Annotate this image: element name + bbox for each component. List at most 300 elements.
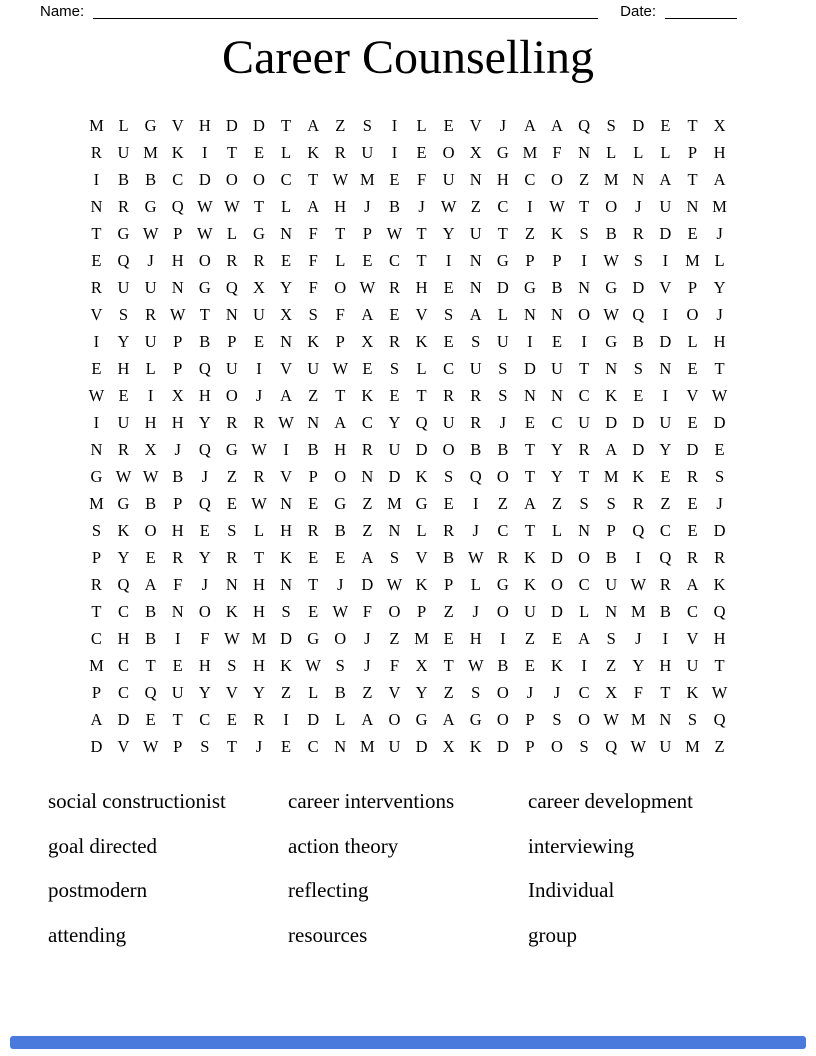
grid-cell: B <box>172 466 184 486</box>
grid-cell: G <box>605 331 618 351</box>
grid-cell: P <box>552 250 562 270</box>
grid-cell: E <box>551 628 563 648</box>
grid-row <box>83 706 733 733</box>
grid-cell: R <box>226 250 238 270</box>
grid-cell: O <box>334 466 347 486</box>
grid-cell: S <box>362 115 372 135</box>
grid-cell: L <box>416 115 427 135</box>
grid-cell: G <box>469 709 482 729</box>
grid-cell: W <box>142 223 159 243</box>
grid-cell: T <box>335 385 346 405</box>
grid-cell: I <box>283 439 289 459</box>
grid-cell: X <box>469 142 482 162</box>
grid-cell: S <box>91 520 102 540</box>
grid-cell: V <box>388 682 401 702</box>
word-list-item: resources <box>288 922 368 947</box>
grid-cell: A <box>307 115 320 135</box>
grid-cell: K <box>686 682 699 702</box>
grid-cell: M <box>603 169 619 189</box>
grid-cell: V <box>659 277 672 297</box>
grid-cell: B <box>605 547 617 567</box>
grid-cell: E <box>443 628 454 648</box>
grid-cell: M <box>414 628 429 648</box>
grid-cell: P <box>173 493 183 513</box>
grid-cell: D <box>551 547 563 567</box>
grid-cell: F <box>389 655 400 675</box>
date-label: Date: <box>620 3 656 20</box>
grid-cell: J <box>472 601 479 621</box>
grid-cell: U <box>144 331 157 351</box>
grid-cell: C <box>497 520 509 540</box>
grid-cell: P <box>91 547 102 567</box>
grid-cell: I <box>662 628 669 648</box>
grid-cell: X <box>280 304 293 324</box>
grid-cell: E <box>145 547 156 567</box>
grid-cell: O <box>388 601 401 621</box>
grid-cell: Z <box>226 466 237 486</box>
grid-cell: W <box>224 628 240 648</box>
grid-cell: D <box>307 709 320 729</box>
grid-cell: R <box>632 493 644 513</box>
grid-cell: E <box>660 115 671 135</box>
grid-cell: Y <box>442 223 455 243</box>
grid-cell: S <box>579 223 589 243</box>
grid-cell: E <box>714 439 725 459</box>
grid-cell: A <box>551 115 563 135</box>
grid-cell: W <box>278 412 294 432</box>
grid-cell: L <box>497 304 508 324</box>
grid-cell: U <box>469 358 482 378</box>
grid-cell: R <box>470 412 482 432</box>
grid-cell: I <box>93 169 100 189</box>
grid-cell: O <box>334 628 347 648</box>
grid-row <box>83 679 733 706</box>
grid-cell: O <box>144 520 157 540</box>
grid-cell: R <box>90 574 102 594</box>
grid-cell: J <box>716 304 723 324</box>
grid-cell: W <box>386 223 403 243</box>
grid-cell: N <box>225 574 238 594</box>
grid-cell: E <box>199 520 210 540</box>
grid-cell: H <box>171 520 184 540</box>
grid-cell: H <box>253 655 265 675</box>
grid-cell: E <box>389 385 400 405</box>
grid-cell: L <box>145 358 156 378</box>
grid-cell: H <box>713 142 726 162</box>
grid-row <box>83 409 733 436</box>
grid-cell: M <box>387 493 402 513</box>
grid-cell: Y <box>280 277 293 297</box>
grid-cell: S <box>552 709 562 729</box>
word-list-item: group <box>528 922 577 947</box>
grid-cell: E <box>524 412 535 432</box>
grid-cell: K <box>117 520 130 540</box>
grid-cell: V <box>686 385 699 405</box>
grid-cell: Z <box>308 385 319 405</box>
grid-cell: Z <box>551 493 563 513</box>
grid-cell: N <box>659 709 672 729</box>
grid-cell: L <box>335 250 346 270</box>
grid-cell: S <box>444 304 454 324</box>
grid-cell: I <box>93 331 100 351</box>
grid-cell: C <box>280 169 292 189</box>
footer-accent-bar <box>10 1036 806 1049</box>
grid-cell: N <box>578 520 591 540</box>
grid-cell: N <box>280 574 293 594</box>
grid-cell: Z <box>714 736 725 756</box>
grid-cell: K <box>415 331 428 351</box>
grid-cell: I <box>581 331 587 351</box>
grid-cell: H <box>496 169 509 189</box>
grid-cell: M <box>522 142 538 162</box>
grid-cell: Q <box>144 682 157 702</box>
grid-cell: D <box>713 412 726 432</box>
grid-cell: E <box>281 250 292 270</box>
grid-cell: E <box>389 169 400 189</box>
grid-cell: O <box>442 439 455 459</box>
grid-cell: I <box>93 412 100 432</box>
grid-cell: A <box>523 115 536 135</box>
grid-cell: K <box>713 574 726 594</box>
grid-cell: U <box>388 736 401 756</box>
grid-cell: N <box>388 520 401 540</box>
grid-cell: R <box>307 520 319 540</box>
grid-cell: U <box>225 358 238 378</box>
grid-cell: G <box>496 574 509 594</box>
grid-cell: D <box>632 439 645 459</box>
grid-cell: J <box>364 655 371 675</box>
grid-cell: P <box>227 331 237 351</box>
grid-cell: B <box>118 169 130 189</box>
grid-cell: J <box>364 628 371 648</box>
grid-cell: S <box>498 385 508 405</box>
grid-cell: U <box>388 439 401 459</box>
grid-cell: U <box>442 412 455 432</box>
grid-cell: E <box>660 466 671 486</box>
grid-cell: G <box>415 493 428 513</box>
grid-cell: T <box>524 439 535 459</box>
grid-row <box>83 166 733 193</box>
grid-cell: F <box>335 304 345 324</box>
grid-cell: I <box>445 250 452 270</box>
grid-cell: N <box>280 223 293 243</box>
grid-cell: H <box>713 331 726 351</box>
grid-cell: K <box>523 574 536 594</box>
grid-cell: T <box>308 169 319 189</box>
grid-cell: K <box>225 601 238 621</box>
grid-cell: W <box>603 250 619 270</box>
grid-row <box>83 571 733 598</box>
word-list-item: career development <box>528 789 693 813</box>
grid-cell: H <box>253 574 265 594</box>
grid-cell: L <box>253 520 265 540</box>
grid-cell: Z <box>335 115 346 135</box>
grid-cell: L <box>687 331 698 351</box>
grid-cell: R <box>90 142 102 162</box>
grid-cell: W <box>142 736 159 756</box>
grid-cell: E <box>226 709 237 729</box>
grid-cell: T <box>416 223 427 243</box>
grid-cell: A <box>361 304 374 324</box>
grid-row <box>83 733 733 760</box>
grid-cell: D <box>388 466 401 486</box>
grid-cell: Q <box>117 250 130 270</box>
grid-cell: D <box>253 115 265 135</box>
grid-cell: Q <box>578 115 591 135</box>
grid-cell: D <box>361 574 374 594</box>
grid-row <box>83 382 733 409</box>
grid-cell: X <box>144 439 157 459</box>
grid-cell: J <box>337 574 344 594</box>
grid-cell: H <box>198 115 211 135</box>
grid-cell: C <box>551 412 563 432</box>
grid-cell: T <box>579 196 590 216</box>
grid-cell: M <box>143 142 158 162</box>
grid-cell: V <box>415 547 428 567</box>
grid-cell: J <box>716 223 723 243</box>
grid-cell: J <box>255 736 263 756</box>
grid-cell: V <box>686 628 699 648</box>
grid-cell: C <box>118 601 130 621</box>
grid-cell: N <box>578 277 591 297</box>
grid-cell: S <box>281 601 291 621</box>
grid-cell: R <box>470 385 482 405</box>
grid-cell: C <box>578 574 590 594</box>
grid-cell: N <box>225 304 238 324</box>
grid-cell: K <box>551 223 563 243</box>
grid-cell: A <box>361 547 374 567</box>
grid-cell: K <box>307 142 320 162</box>
grid-cell: A <box>334 412 347 432</box>
grid-cell: R <box>145 304 157 324</box>
word-list <box>48 779 786 957</box>
grid-cell: I <box>174 628 181 648</box>
grid-cell: L <box>281 196 292 216</box>
grid-cell: E <box>443 115 454 135</box>
grid-cell: E <box>91 358 102 378</box>
grid-cell: H <box>469 628 482 648</box>
grid-cell: U <box>659 412 672 432</box>
grid-cell: Q <box>198 493 211 513</box>
grid-cell: N <box>523 304 536 324</box>
grid-cell: N <box>90 439 103 459</box>
grid-cell: C <box>388 250 400 270</box>
grid-cell: I <box>581 655 587 675</box>
grid-cell: E <box>362 250 373 270</box>
grid-cell: R <box>659 574 671 594</box>
grid-cell: Z <box>443 682 454 702</box>
grid-cell: Y <box>117 547 130 567</box>
grid-cell: A <box>442 709 455 729</box>
grid-cell: W <box>251 439 267 459</box>
grid-cell: I <box>527 196 533 216</box>
grid-cell: P <box>335 331 345 351</box>
grid-cell: Y <box>632 655 645 675</box>
grid-cell: B <box>551 277 563 297</box>
grid-cell: V <box>171 115 184 135</box>
grid-cell: A <box>523 493 536 513</box>
grid-cell: W <box>359 277 376 297</box>
grid-cell: J <box>635 196 642 216</box>
grid-cell: U <box>117 277 130 297</box>
grid-cell: T <box>253 547 265 567</box>
grid-cell: S <box>579 493 589 513</box>
grid-cell: C <box>118 682 130 702</box>
grid-cell: I <box>635 547 642 567</box>
grid-cell: E <box>524 655 535 675</box>
grid-cell: E <box>633 385 644 405</box>
grid-cell: W <box>711 682 728 702</box>
grid-cell: R <box>253 466 265 486</box>
grid-cell: I <box>202 142 208 162</box>
grid-cell: M <box>89 115 104 135</box>
grid-cell: W <box>88 385 105 405</box>
grid-cell: F <box>416 169 427 189</box>
grid-cell: D <box>659 331 672 351</box>
grid-cell: B <box>145 493 157 513</box>
grid-cell: Q <box>605 736 618 756</box>
word-list-item: Individual <box>528 878 615 902</box>
grid-cell: P <box>525 709 535 729</box>
grid-cell: S <box>389 547 400 567</box>
grid-cell: B <box>497 439 509 459</box>
grid-cell: C <box>443 358 455 378</box>
grid-cell: L <box>714 250 725 270</box>
grid-cell: Z <box>281 682 292 702</box>
grid-cell: D <box>496 736 509 756</box>
grid-cell: F <box>173 574 183 594</box>
grid-row <box>83 652 733 679</box>
grid-cell: B <box>443 547 455 567</box>
grid-cell: D <box>605 412 618 432</box>
grid-cell: E <box>253 331 265 351</box>
grid-cell: G <box>225 439 238 459</box>
grid-cell: S <box>606 493 616 513</box>
grid-cell: H <box>117 628 130 648</box>
grid-cell: D <box>659 223 672 243</box>
grid-cell: Y <box>198 547 211 567</box>
grid-cell: B <box>145 601 157 621</box>
grid-cell: O <box>551 736 563 756</box>
header <box>40 3 737 20</box>
grid-cell: G <box>117 223 130 243</box>
grid-cell: V <box>280 358 293 378</box>
grid-cell: C <box>524 169 536 189</box>
grid-cell: R <box>714 547 726 567</box>
grid-cell: T <box>199 304 210 324</box>
grid-cell: S <box>579 736 589 756</box>
grid-cell: D <box>632 115 645 135</box>
grid-cell: R <box>226 412 238 432</box>
grid-cell: O <box>605 196 618 216</box>
grid-cell: B <box>199 331 211 351</box>
grid-cell: P <box>525 250 535 270</box>
grid-cell: W <box>630 574 647 594</box>
grid-cell: Y <box>117 331 130 351</box>
grid-cell: S <box>471 331 481 351</box>
grid-cell: F <box>362 601 372 621</box>
grid-cell: N <box>551 304 563 324</box>
grid-cell: G <box>198 277 211 297</box>
grid-cell: O <box>225 385 238 405</box>
grid-cell: R <box>578 439 590 459</box>
grid-cell: U <box>307 358 320 378</box>
grid-cell: M <box>360 736 375 756</box>
grid-cell: G <box>307 628 320 648</box>
grid-cell: X <box>253 277 265 297</box>
grid-cell: N <box>171 601 184 621</box>
grid-cell: N <box>659 358 672 378</box>
grid-cell: U <box>361 142 374 162</box>
grid-cell: R <box>118 196 130 216</box>
grid-row <box>83 490 733 517</box>
grid-cell: U <box>659 736 672 756</box>
grid-cell: F <box>633 682 643 702</box>
grid-cell: N <box>469 277 482 297</box>
grid-row <box>83 220 733 247</box>
grid-cell: P <box>525 736 535 756</box>
grid-cell: M <box>712 196 727 216</box>
grid-cell: X <box>415 655 428 675</box>
grid-cell: T <box>714 655 725 675</box>
grid-cell: P <box>606 520 616 540</box>
grid-cell: J <box>553 682 561 702</box>
grid-cell: F <box>308 277 318 297</box>
name-underline <box>93 17 598 19</box>
grid-cell: O <box>225 169 238 189</box>
grid-cell: M <box>89 493 104 513</box>
grid-row <box>83 517 733 544</box>
grid-cell: S <box>227 655 237 675</box>
grid-cell: J <box>174 439 181 459</box>
grid-cell: L <box>633 142 644 162</box>
name-label: Name: <box>40 3 85 20</box>
grid-cell: T <box>714 358 725 378</box>
grid-cell: H <box>713 628 726 648</box>
grid-cell: R <box>686 547 698 567</box>
grid-cell: C <box>578 682 590 702</box>
grid-cell: D <box>415 439 428 459</box>
grid-cell: U <box>605 574 618 594</box>
grid-cell: B <box>470 439 482 459</box>
grid-cell: K <box>415 574 428 594</box>
grid-cell: N <box>632 169 645 189</box>
grid-cell: T <box>281 115 292 135</box>
grid-cell: S <box>444 466 454 486</box>
grid-cell: X <box>171 385 184 405</box>
grid-cell: Z <box>362 520 373 540</box>
grid-cell: Y <box>253 682 265 702</box>
grid-cell: T <box>660 682 671 702</box>
grid-cell: O <box>686 304 699 324</box>
grid-cell: O <box>198 601 211 621</box>
grid-cell: P <box>91 682 102 702</box>
grid-cell: U <box>253 304 265 324</box>
grid-cell: T <box>91 601 102 621</box>
grid-cell: L <box>660 142 671 162</box>
grid-cell: E <box>687 223 698 243</box>
word-list-column <box>528 779 786 957</box>
grid-cell: B <box>145 628 157 648</box>
grid-cell: A <box>713 169 726 189</box>
grid-cell: I <box>472 493 479 513</box>
grid-cell: J <box>499 115 507 135</box>
grid-cell: K <box>632 466 645 486</box>
grid-cell: O <box>496 601 509 621</box>
grid-cell: Q <box>225 277 238 297</box>
page-title: Career Counselling <box>222 31 594 84</box>
grid-cell: U <box>117 142 130 162</box>
